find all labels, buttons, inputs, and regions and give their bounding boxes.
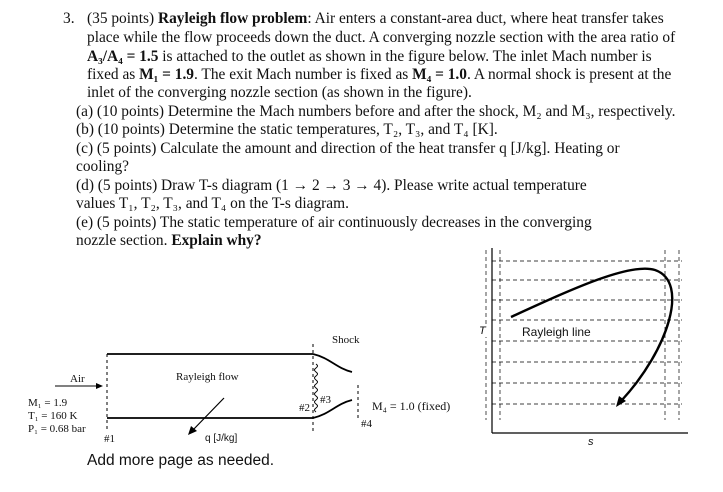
intro-line-1-rest: : Air enters a constant-area duct, where heat transfer takes [307, 10, 664, 27]
s-axis-label: s [588, 436, 594, 448]
intro-line-5: inlet of the converging nozzle section (as shown in the figure). [87, 84, 472, 101]
heat-label: q [J/kg] [205, 433, 238, 444]
part-e-line-2: nozzle section. Explain why? [76, 232, 262, 249]
area-ratio: A₃/A₄ = 1.5 [87, 48, 159, 65]
intro-line-2: place while the flow proceeds down the duct. A converging nozzle section with the area ratio of [87, 29, 676, 46]
part-c-line-2: cooling? [76, 158, 129, 175]
station-2-label: #2 [299, 402, 310, 414]
inlet-pressure-label: P₁ = 0.68 bar [28, 423, 86, 435]
station-3-label: #3 [320, 394, 331, 406]
question-number: 3. [63, 10, 75, 27]
part-b: (b) (10 points) Determine the static temperatures, T₂, T₃, and T₄ [K]. [76, 121, 498, 138]
part-d-line-2: values T₁, T₂, T₃, and T₄ on the T-s diagram. [76, 195, 349, 212]
footer-note: Add more page as needed. [87, 452, 274, 469]
inlet-temp-label: T₁ = 160 K [28, 410, 78, 422]
intro-line-3: A₃/A₄ = 1.5 is attached to the outlet as shown in the figure below. The inlet Mach number is [87, 48, 652, 65]
inlet-mach: M₁ = 1.9 [139, 66, 194, 83]
t-axis-label: T [479, 325, 486, 337]
station-4-label: #4 [361, 418, 372, 430]
exit-condition-label: M₄ = 1.0 (fixed) [372, 399, 451, 413]
part-c-line-1: (c) (5 points) Calculate the amount and direction of the heat transfer q [J/kg]. Heating or [76, 140, 620, 157]
rayleigh-flow-label: Rayleigh flow [176, 371, 239, 383]
explain-why: Explain why? [171, 232, 262, 249]
rayleigh-line-label: Rayleigh line [522, 325, 591, 339]
part-e-line-1: (e) (5 points) The static temperature of air continuously decreases in the converging [76, 214, 592, 231]
station-1-label: #1 [104, 433, 115, 445]
inlet-mach-label: M₁ = 1.9 [28, 397, 68, 409]
intro-line-4: fixed as M₁ = 1.9. The exit Mach number is fixed as M₄ = 1.0. A normal shock is present at the [87, 66, 672, 83]
part-d-line-1: (d) (5 points) Draw T-s diagram (1 → 2 → 3 → 4). Please write actual temperature [76, 177, 587, 194]
part-a: (a) (10 points) Determine the Mach numbers before and after the shock, M₂ and M₃, respectively. [76, 103, 676, 120]
exit-mach: M₄ = 1.0 [412, 66, 467, 83]
points: (35 points) [87, 10, 155, 27]
shock-label: Shock [332, 334, 360, 346]
air-label: Air [70, 373, 85, 385]
problem-title: Rayleigh flow problem [157, 10, 308, 27]
